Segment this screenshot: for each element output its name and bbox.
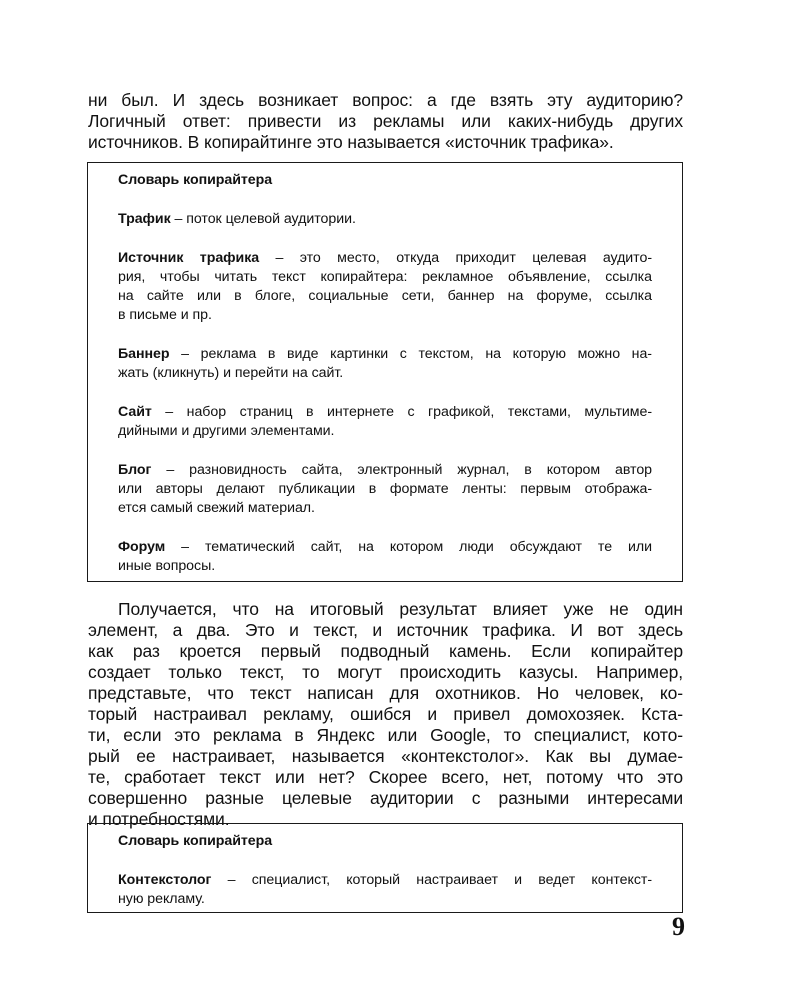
glossary-entry-forum	[118, 538, 652, 557]
body-line: ти, если это реклама в Яндекс или Google, то специалист, кото-	[88, 725, 683, 745]
glossary-definition-line: на сайте или в блоге, социальные сети, баннер на форуме, ссылка	[118, 288, 652, 304]
body-line: торый настраивал рекламу, ошибся и привел домохозяек. Кста-	[88, 704, 683, 724]
glossary-definition: – разновидность сайта, электронный журнал, в котором автор	[151, 462, 652, 478]
glossary-term: Сайт	[118, 404, 152, 420]
body-line: рый ее настраивает, называется «контекстолог». Как вы думае-	[88, 746, 683, 766]
glossary-entry-traffic	[118, 210, 652, 229]
body-line: совершенно разные целевые аудитории с разными интересами	[88, 788, 683, 808]
glossary-term: Контекстолог	[118, 872, 212, 888]
glossary-definition: – реклама в виде картинки с текстом, на которую можно на-	[169, 346, 652, 362]
glossary-term: Форум	[118, 539, 166, 555]
glossary-definition: – поток целевой аудитории.	[170, 211, 356, 227]
body-line: те, сработает текст или нет? Скорее всего, нет, потому что это	[88, 767, 683, 787]
glossary-definition-line: рия, чтобы читать текст копирайтера: рекламное объявление, ссылка	[118, 269, 652, 285]
page-number: 9	[672, 912, 685, 941]
glossary-entry-site	[118, 403, 652, 422]
intro-line: Логичный ответ: привести из рекламы или каких-нибудь других	[88, 111, 683, 131]
glossary-definition-line: дийными и другими элементами.	[118, 423, 335, 439]
glossary-definition: – тематический сайт, на котором люди обсуждают те или	[165, 539, 652, 555]
glossary-entry-source	[118, 249, 652, 268]
glossary-title: Словарь копирайтера	[118, 833, 273, 849]
glossary-definition-line: жать (кликнуть) и перейти на сайт.	[118, 365, 344, 381]
body-line: элемент, а два. Это и текст, и источник трафика. И вот здесь	[88, 620, 683, 640]
glossary-term: Трафик	[118, 211, 171, 227]
glossary-term: Источник трафика	[118, 250, 260, 266]
glossary-entry-blog	[118, 461, 652, 480]
glossary-definition-line: иные вопросы.	[118, 558, 216, 574]
glossary-definition-line: ется самый свежий материал.	[118, 500, 315, 516]
glossary-definition: – специалист, который настраивает и ведет контекст-	[211, 872, 652, 888]
glossary-title: Словарь копирайтера	[118, 172, 273, 188]
body-line: представьте, что текст написан для охотников. Но человек, ко-	[88, 683, 683, 703]
body-line: Получается, что на итоговый результат влияет уже не один	[118, 599, 683, 619]
glossary-entry-banner	[118, 345, 652, 364]
glossary-entry-contextologist	[118, 871, 652, 890]
body-line: и потребностями.	[88, 809, 230, 829]
glossary-definition-line: в письме и пр.	[118, 307, 212, 323]
glossary-term: Блог	[118, 462, 152, 478]
glossary-definition-line: ную рекламу.	[118, 891, 205, 907]
body-line: как раз кроется первый подводный камень. Если копирайтер	[88, 641, 683, 661]
body-line: создает только текст, то могут происходить казусы. Например,	[88, 662, 683, 682]
intro-line: источников. В копирайтинге это называется «источник трафика».	[88, 132, 614, 152]
glossary-definition: – набор страниц в интернете с графикой, текстами, мультиме-	[151, 404, 652, 420]
glossary-definition: – это место, откуда приходит целевая аудито-	[259, 250, 652, 266]
glossary-definition-line: или авторы делают публикации в формате ленты: первым отобража-	[118, 481, 652, 497]
glossary-term: Баннер	[118, 346, 170, 362]
intro-line: ни был. И здесь возникает вопрос: а где взять эту аудиторию?	[88, 90, 683, 110]
